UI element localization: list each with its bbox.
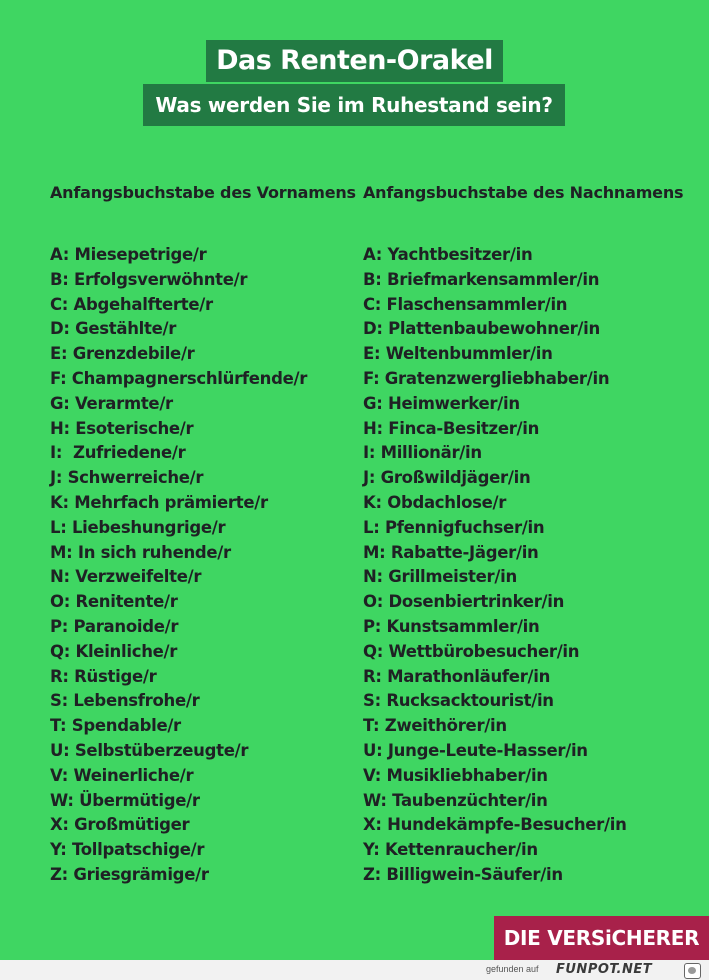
list-item: R: Marathonläufer/in	[363, 666, 551, 686]
list-item: Z: Griesgrämige/r	[50, 864, 209, 884]
list-item: V: Musikliebhaber/in	[363, 765, 548, 785]
list-item: D: Plattenbaubewohner/in	[363, 319, 600, 339]
list-item: T: Spendable/r	[50, 716, 181, 736]
footer-site-link[interactable]: FUNPOT.NET	[556, 962, 653, 977]
list-item: V: Weinerliche/r	[50, 765, 194, 785]
last-name-list	[363, 243, 683, 888]
list-item: T: Zweithörer/in	[363, 716, 507, 736]
list-item: H: Esoterische/r	[50, 418, 194, 438]
last-name-heading: Anfangsbuchstabe des Nachnamens	[363, 183, 684, 202]
first-name-heading: Anfangsbuchstabe des Vornamens	[50, 183, 356, 202]
list-item: Y: Tollpatschige/r	[50, 840, 205, 860]
list-item: K: Mehrfach prämierte/r	[50, 492, 268, 512]
footer-prefix: gefunden auf	[486, 964, 539, 974]
list-item: R: Rüstige/r	[50, 666, 157, 686]
list-item: L: Pfennigfuchser/in	[363, 517, 545, 537]
list-item: M: Rabatte-Jäger/in	[363, 542, 539, 562]
list-item: S: Lebensfrohe/r	[50, 691, 200, 711]
list-item: F: Gratenzwergliebhaber/in	[363, 368, 610, 388]
list-item: U: Junge-Leute-Hasser/in	[363, 740, 588, 760]
page-title: Das Renten-Orakel	[206, 40, 503, 82]
list-item: W: Taubenzüchter/in	[363, 790, 548, 810]
list-item: K: Obdachlose/r	[363, 492, 507, 512]
first-name-list	[50, 243, 356, 888]
list-item: D: Gestählte/r	[50, 319, 177, 339]
list-item: N: Grillmeister/in	[363, 567, 517, 587]
brand-logo: DIE VERSiCHERER	[494, 916, 709, 960]
list-item: E: Weltenbummler/in	[363, 344, 553, 364]
list-item: H: Finca-Besitzer/in	[363, 418, 540, 438]
list-item: X: Hundekämpfe-Besucher/in	[363, 815, 627, 835]
page-subtitle: Was werden Sie im Ruhestand sein?	[143, 84, 565, 126]
first-name-column	[50, 181, 356, 888]
list-item: O: Dosenbiertrinker/in	[363, 592, 565, 612]
list-item: U: Selbstüberzeugte/r	[50, 740, 249, 760]
list-item: S: Rucksacktourist/in	[363, 691, 554, 711]
list-item: Y: Kettenraucher/in	[363, 840, 538, 860]
last-name-column	[363, 181, 683, 888]
list-item: J: Großwildjäger/in	[363, 468, 531, 488]
list-item: F: Champagnerschlürfende/r	[50, 368, 308, 388]
list-item: Z: Billigwein-Säufer/in	[363, 864, 563, 884]
list-item: J: Schwerreiche/r	[50, 468, 204, 488]
list-item: G: Verarmte/r	[50, 393, 173, 413]
list-item: Q: Kleinliche/r	[50, 641, 178, 661]
list-item: C: Abgehalfterte/r	[50, 294, 213, 314]
list-item: I: Zufriedene/r	[50, 443, 186, 463]
funpot-logo-icon	[684, 963, 701, 979]
list-item: A: Yachtbesitzer/in	[363, 245, 533, 264]
list-item: N: Verzweifelte/r	[50, 567, 202, 587]
list-item: O: Renitente/r	[50, 592, 178, 612]
list-item: P: Kunstsammler/in	[363, 616, 540, 636]
list-item: M: In sich ruhende/r	[50, 542, 231, 562]
list-item: L: Liebeshungrige/r	[50, 517, 226, 537]
list-item: P: Paranoide/r	[50, 616, 179, 636]
list-item: I: Millionär/in	[363, 443, 482, 463]
list-item: X: Großmütiger	[50, 815, 190, 835]
list-item: Q: Wettbürobesucher/in	[363, 641, 580, 661]
list-item: E: Grenzdebile/r	[50, 344, 195, 364]
list-item: G: Heimwerker/in	[363, 393, 520, 413]
footer-bar	[0, 960, 709, 980]
list-item: B: Erfolgsverwöhnte/r	[50, 269, 248, 289]
list-item: W: Übermütige/r	[50, 790, 200, 810]
list-item: B: Briefmarkensammler/in	[363, 269, 600, 289]
list-item: A: Miesepetrige/r	[50, 245, 207, 264]
list-item: C: Flaschensammler/in	[363, 294, 568, 314]
